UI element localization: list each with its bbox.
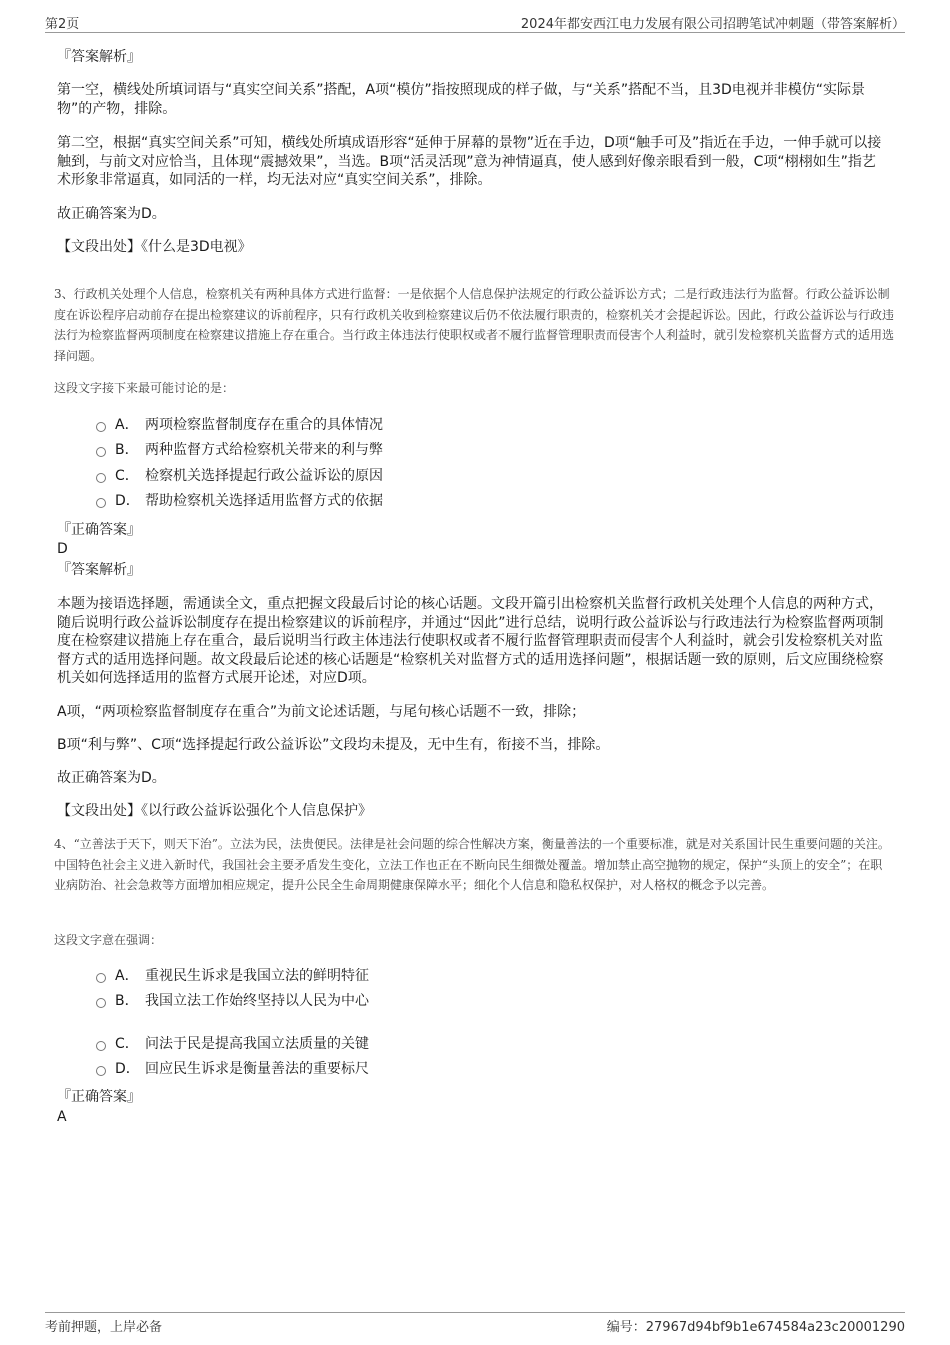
conclusion-text: 故正确答案为D。 bbox=[57, 770, 166, 786]
source-citation: 【文段出处】《以行政公益诉讼强化个人信息保护》 bbox=[57, 803, 372, 819]
question-prompt: 这段文字接下来最可能讨论的是： bbox=[54, 381, 235, 395]
answer-value: A bbox=[57, 1109, 67, 1125]
document-serial: 编号：27967d94bf9b1e674584a23c20001290 bbox=[606, 1320, 905, 1335]
option-b[interactable]: B． 两种监督方式给检察机关带来的利与弊 bbox=[96, 440, 383, 460]
option-d[interactable]: D． 帮助检察机关选择适用监督方式的依据 bbox=[96, 491, 383, 511]
radio-button[interactable] bbox=[96, 1066, 106, 1076]
page-footer bbox=[45, 1312, 905, 1337]
question-stem: 3、行政机关处理个人信息，检察机关有两种具体方式进行监督：一是依据个人信息保护法规定的行政公益诉讼方式；二是行政违法行为监督。行政公益诉讼制度在诉讼程序启动前存在提出检察建议的诉前程序，只有行政机关收到检察建议后仍不依法履行职责的，检察机关才会提起诉讼。因此，行政公益诉讼与行政违法行为检察监督两项制度在检察建议措施上存在重合。当行政主体违法行使职权或者不履行监督管理职责而侵害个人利益时，就引发检察机关监督方式的适用选择问题。 bbox=[54, 287, 895, 363]
radio-button[interactable] bbox=[96, 473, 106, 483]
answer-heading: 『正确答案』 bbox=[57, 1089, 141, 1105]
radio-button[interactable] bbox=[96, 498, 106, 508]
answer-value: D bbox=[57, 541, 68, 557]
radio-button[interactable] bbox=[96, 973, 106, 983]
analysis-heading: 『答案解析』 bbox=[57, 49, 141, 65]
document-title: 2024年都安西江电力发展有限公司招聘笔试冲刺题（带答案解析） bbox=[520, 17, 905, 32]
question-prompt: 这段文字意在强调： bbox=[54, 933, 163, 947]
conclusion-text: 故正确答案为D。 bbox=[57, 206, 166, 222]
option-b[interactable]: B． 我国立法工作始终坚持以人民为中心 bbox=[96, 991, 369, 1011]
source-citation: 【文段出处】《什么是3D电视》 bbox=[57, 239, 252, 255]
answer-heading: 『正确答案』 bbox=[57, 522, 141, 538]
option-a[interactable]: A． 重视民生诉求是我国立法的鲜明特征 bbox=[96, 966, 369, 986]
radio-button[interactable] bbox=[96, 998, 106, 1008]
option-a[interactable]: A． 两项检察监督制度存在重合的具体情况 bbox=[96, 415, 383, 435]
option-c[interactable]: C． 问法于民是提高我国立法质量的关键 bbox=[96, 1034, 369, 1054]
option-d[interactable]: D． 回应民生诉求是衡量善法的重要标尺 bbox=[96, 1059, 369, 1079]
footer-slogan: 考前押题，上岸必备 bbox=[45, 1320, 163, 1335]
radio-button[interactable] bbox=[96, 422, 106, 432]
option-c[interactable]: C． 检察机关选择提起行政公益诉讼的原因 bbox=[96, 466, 383, 486]
radio-button[interactable] bbox=[96, 1041, 106, 1051]
analysis-paragraph: B项“利与弊”、C项“选择提起行政公益诉讼”文段均未提及，无中生有，衔接不当，排除。 bbox=[57, 737, 610, 753]
page-header bbox=[45, 12, 905, 33]
page-number: 第2页 bbox=[45, 17, 80, 32]
analysis-paragraph: 第二空，根据“真实空间关系”可知，横线处所填成语形容“延伸于屏幕的景物”近在手边，D项“触手可及”指近在手边，一伸手就可以接触到，与前文对应恰当，且体现“震撼效果”，当选。B项“活灵活现”意为神情逼真，使人感到好像亲眼看到一般，C项“栩栩如生”指艺术形象非常逼真，如同活的一样，均无法对应“真实空间关系”，排除。 bbox=[57, 135, 882, 188]
analysis-heading: 『答案解析』 bbox=[57, 562, 141, 578]
radio-button[interactable] bbox=[96, 447, 106, 457]
analysis-paragraph: A项，“两项检察监督制度存在重合”为前文论述话题，与尾句核心话题不一致，排除； bbox=[57, 704, 586, 720]
question-stem: 4、“立善法于天下，则天下治”。立法为民，法贵便民。法律是社会问题的综合性解决方案，衡量善法的一个重要标准，就是对关系国计民生重要问题的关注。中国特色社会主义进入新时代，我国社会主要矛盾发生变化，立法工作也正在不断向民生细微处覆盖。增加禁止高空抛物的规定，保护“头顶上的安全”；在职业病防治、社会急救等方面增加相应规定，提升公民全生命周期健康保障水平；细化个人信息和隐私权保护，对人格权的概念予以完善。 bbox=[54, 837, 890, 892]
analysis-paragraph: 本题为接语选择题，需通读全文，重点把握文段最后讨论的核心话题。文段开篇引出检察机关监督行政机关处理个人信息的两种方式，随后说明行政公益诉讼制度存在提出检察建议的诉前程序，并通过“因此”进行总结，说明行政公益诉讼与行政违法行为检察监督两项制度在检察建议措施上存在重合，最后说明当行政主体违法行使职权或者不履行监督管理职责而侵害个人利益时，就会引发检察机关对监督方式的适用选择问题。故文段最后论述的核心话题是“检察机关对监督方式的适用选择问题”，根据话题一致的原则，后文应围绕检察机关如何选择适用的监督方式展开论述，对应D项。 bbox=[57, 596, 884, 686]
analysis-paragraph: 第一空，横线处所填词语与“真实空间关系”搭配，A项“模仿”指按照现成的样子做，与“关系”搭配不当，且3D电视并非模仿“实际景物”的产物，排除。 bbox=[57, 82, 866, 117]
